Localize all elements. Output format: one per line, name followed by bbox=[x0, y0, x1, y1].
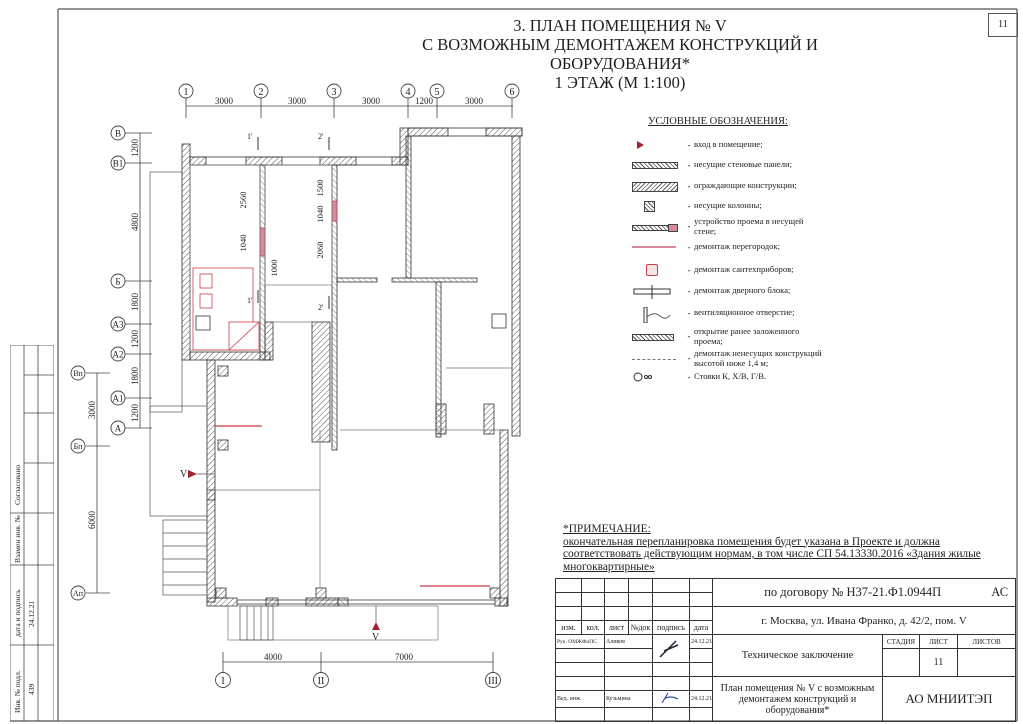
side-date-sign: дата и подпись bbox=[13, 589, 22, 637]
title-line-2: С ВОЗМОЖНЫМ ДЕМОНТАЖЕМ КОНСТРУКЦИЙ И ОБОРУДОВАНИЯ* bbox=[422, 35, 818, 73]
dim-left-1: 1200 bbox=[130, 139, 140, 157]
axis-label-ap: Ап bbox=[72, 589, 84, 598]
low-structure-demolition-icon bbox=[632, 353, 684, 365]
dim-left-3: 1800 bbox=[130, 293, 140, 311]
signature-1 bbox=[653, 635, 690, 663]
axis-label-3: 3 bbox=[331, 87, 337, 98]
dim-bottom-2: 7000 bbox=[395, 652, 413, 662]
dim-left-4: 1200 bbox=[130, 330, 140, 348]
sheet-label: ЛИСТ bbox=[920, 635, 958, 649]
stamp-code: АС bbox=[991, 585, 1009, 599]
sanitary-demolition-icon bbox=[632, 264, 684, 276]
legend-item-door: - демонтаж дверного блока; bbox=[632, 285, 822, 297]
bottom-axes bbox=[216, 652, 501, 688]
row2-name: Кузьмина bbox=[605, 691, 653, 708]
dim-room2-bottom: 2060 bbox=[315, 241, 325, 259]
legend-item-columns: - несущие колонны; bbox=[632, 200, 822, 212]
axis-label-6: 6 bbox=[509, 87, 515, 98]
axis-label-5: 5 bbox=[434, 87, 440, 98]
section-mark-1-top: 1' bbox=[247, 132, 253, 141]
contract-number: по договору № Н37-21.Ф1.0944П bbox=[764, 585, 942, 599]
axis-label-v1: В1 bbox=[112, 158, 124, 169]
entrance-arrow-icon bbox=[632, 139, 684, 151]
legend-item-partitions: - демонтаж перегородок; bbox=[632, 241, 822, 253]
stage-label: СТАДИЯ bbox=[883, 635, 920, 649]
row2-role: Вед. инж. bbox=[556, 691, 605, 708]
reopened-opening-icon bbox=[632, 331, 684, 343]
sheet-value: 11 bbox=[920, 649, 958, 677]
title-line-3: 1 ЭТАЖ (М 1:100) bbox=[554, 73, 686, 92]
row2-date: 24.12.21 bbox=[690, 691, 713, 708]
dim-outer-1: 3000 bbox=[87, 401, 97, 419]
dim-left-6: 1200 bbox=[130, 404, 140, 422]
entrance-arrow-icon bbox=[372, 622, 380, 630]
sheets-label: ЛИСТОВ bbox=[958, 635, 1016, 649]
section-mark-1-bottom: 1' bbox=[247, 296, 253, 305]
title-block bbox=[555, 578, 1015, 721]
header-kol: кол. bbox=[582, 621, 605, 635]
axis-label-a1: А1 bbox=[112, 393, 124, 404]
note-heading: *ПРИМЕЧАНИЕ: bbox=[563, 523, 651, 535]
dim-left-2: 4800 bbox=[130, 213, 140, 231]
dim-top-3: 3000 bbox=[362, 96, 380, 106]
axis-label-bp: Бп bbox=[73, 442, 83, 451]
dim-top-2: 3000 bbox=[288, 96, 306, 106]
axis-label-I: I bbox=[221, 676, 225, 687]
partition-demolition-icon bbox=[632, 241, 684, 253]
side-replaced-inv: Взамен инв. № bbox=[13, 515, 22, 563]
dim-room1-door: 1000 bbox=[269, 259, 279, 277]
axis-label-a3: А3 bbox=[112, 319, 124, 330]
legend-item-opening: - устройство проема в несущей стене; bbox=[632, 217, 822, 236]
axis-label-II: II bbox=[317, 676, 325, 687]
signature-2 bbox=[653, 691, 690, 708]
legend-item-vent: - вентиляционное отверстие; bbox=[632, 307, 822, 319]
note-text: окончательная перепланировка помещения будет указана в Проекте и должна соответствовать действующим нормам, в том числе СП 54.13330.2016 «Здания жилые многоквартирные» bbox=[563, 535, 981, 573]
legend-item-enclosing: - ограждающие конструкции; bbox=[632, 180, 822, 192]
side-agreed: Согласовано bbox=[13, 464, 22, 505]
plan-dimensions bbox=[238, 180, 325, 277]
enclosing-structure-icon bbox=[632, 180, 684, 192]
side-inv-value: 439 bbox=[27, 683, 36, 695]
doc-type: Техническое заключение bbox=[713, 635, 883, 677]
stage-value bbox=[883, 649, 920, 677]
axis-label-III: III bbox=[488, 676, 498, 687]
walls bbox=[150, 128, 522, 640]
axis-label-vp: Вп bbox=[73, 369, 83, 378]
top-axes bbox=[179, 84, 519, 118]
entrance-label-left: V bbox=[180, 469, 188, 480]
door-demolition-icon bbox=[632, 285, 684, 297]
column-icon bbox=[632, 200, 684, 212]
legend-item-sanitary: - демонтаж сантехприборов; bbox=[632, 264, 822, 276]
dim-top-4: 1200 bbox=[415, 96, 433, 106]
legend-title: УСЛОВНЫЕ ОБОЗНАЧЕНИЯ: bbox=[648, 116, 788, 127]
axis-label-a2: А2 bbox=[112, 349, 124, 360]
dim-room1-opening: 1040 bbox=[238, 234, 248, 252]
side-date-value: 24.12.21 bbox=[27, 600, 36, 627]
left-axes bbox=[71, 126, 152, 600]
legend-item-low-structures: - демонтаж ненесущих конструкций высотой ниже 1,4 м; bbox=[632, 349, 822, 368]
dim-top-1: 3000 bbox=[215, 96, 233, 106]
row1-role: Рук. ОМЖФиПС bbox=[556, 635, 605, 649]
section-mark-2-bottom: 2' bbox=[318, 303, 324, 312]
entrance-arrow-icon bbox=[188, 470, 197, 478]
legend-item-panels: - несущие стеновые панели; bbox=[632, 159, 822, 171]
row1-date: 24.12.21 bbox=[690, 635, 713, 649]
legend-item-risers: - Стояки К, Х/В, Г/В. bbox=[632, 371, 822, 383]
entrance-label-bottom: V bbox=[372, 632, 380, 643]
drawing-title-cell: План помещения № V с возможным демонтажем конструкций и оборудования* bbox=[713, 677, 883, 722]
riser-icon bbox=[632, 371, 684, 383]
axis-label-2: 2 bbox=[258, 87, 264, 98]
contract-cell bbox=[713, 579, 1016, 607]
dim-top-5: 3000 bbox=[465, 96, 483, 106]
header-date: дата bbox=[690, 621, 713, 635]
dim-outer-2: 6000 bbox=[87, 511, 97, 529]
side-inv-orig: Инв. № подл. bbox=[13, 670, 22, 713]
sheets-value bbox=[958, 649, 1016, 677]
axis-label-a: А bbox=[114, 423, 122, 434]
header-list: лист bbox=[605, 621, 629, 635]
title-line-1: 3. ПЛАН ПОМЕЩЕНИЯ № V bbox=[513, 16, 727, 35]
side-stamp bbox=[10, 345, 54, 721]
header-signature: подпись bbox=[653, 621, 690, 635]
row1-name: Аликов bbox=[605, 635, 653, 649]
dim-left-5: 1800 bbox=[130, 367, 140, 385]
wall-opening-icon bbox=[632, 221, 684, 233]
header-ndok: №док bbox=[629, 621, 653, 635]
section-mark-2-top: 2' bbox=[318, 132, 324, 141]
axis-label-1: 1 bbox=[183, 87, 189, 98]
vent-icon bbox=[632, 307, 684, 319]
note bbox=[563, 523, 1013, 573]
sheet-number-box: 11 bbox=[988, 13, 1018, 37]
legend-item-entrance: - вход в помещение; bbox=[632, 139, 822, 151]
address: г. Москва, ул. Ивана Франко, д. 42/2, пом. V bbox=[713, 607, 1016, 635]
legend-item-reopened: - открытие ранее заложенного проема; bbox=[632, 327, 822, 346]
organization: АО МНИИТЭП bbox=[883, 677, 1016, 722]
axis-label-v: В bbox=[114, 128, 122, 139]
header-izm: изм. bbox=[556, 621, 582, 635]
dim-room2-opening: 1040 bbox=[315, 205, 325, 223]
dim-bottom-1: 4000 bbox=[264, 652, 282, 662]
dim-room1-top: 2560 bbox=[238, 191, 248, 209]
load-bearing-panel-icon bbox=[632, 159, 684, 171]
axis-label-4: 4 bbox=[405, 87, 411, 98]
dim-room2-top: 1500 bbox=[315, 179, 325, 197]
axis-label-b: Б bbox=[115, 276, 121, 287]
